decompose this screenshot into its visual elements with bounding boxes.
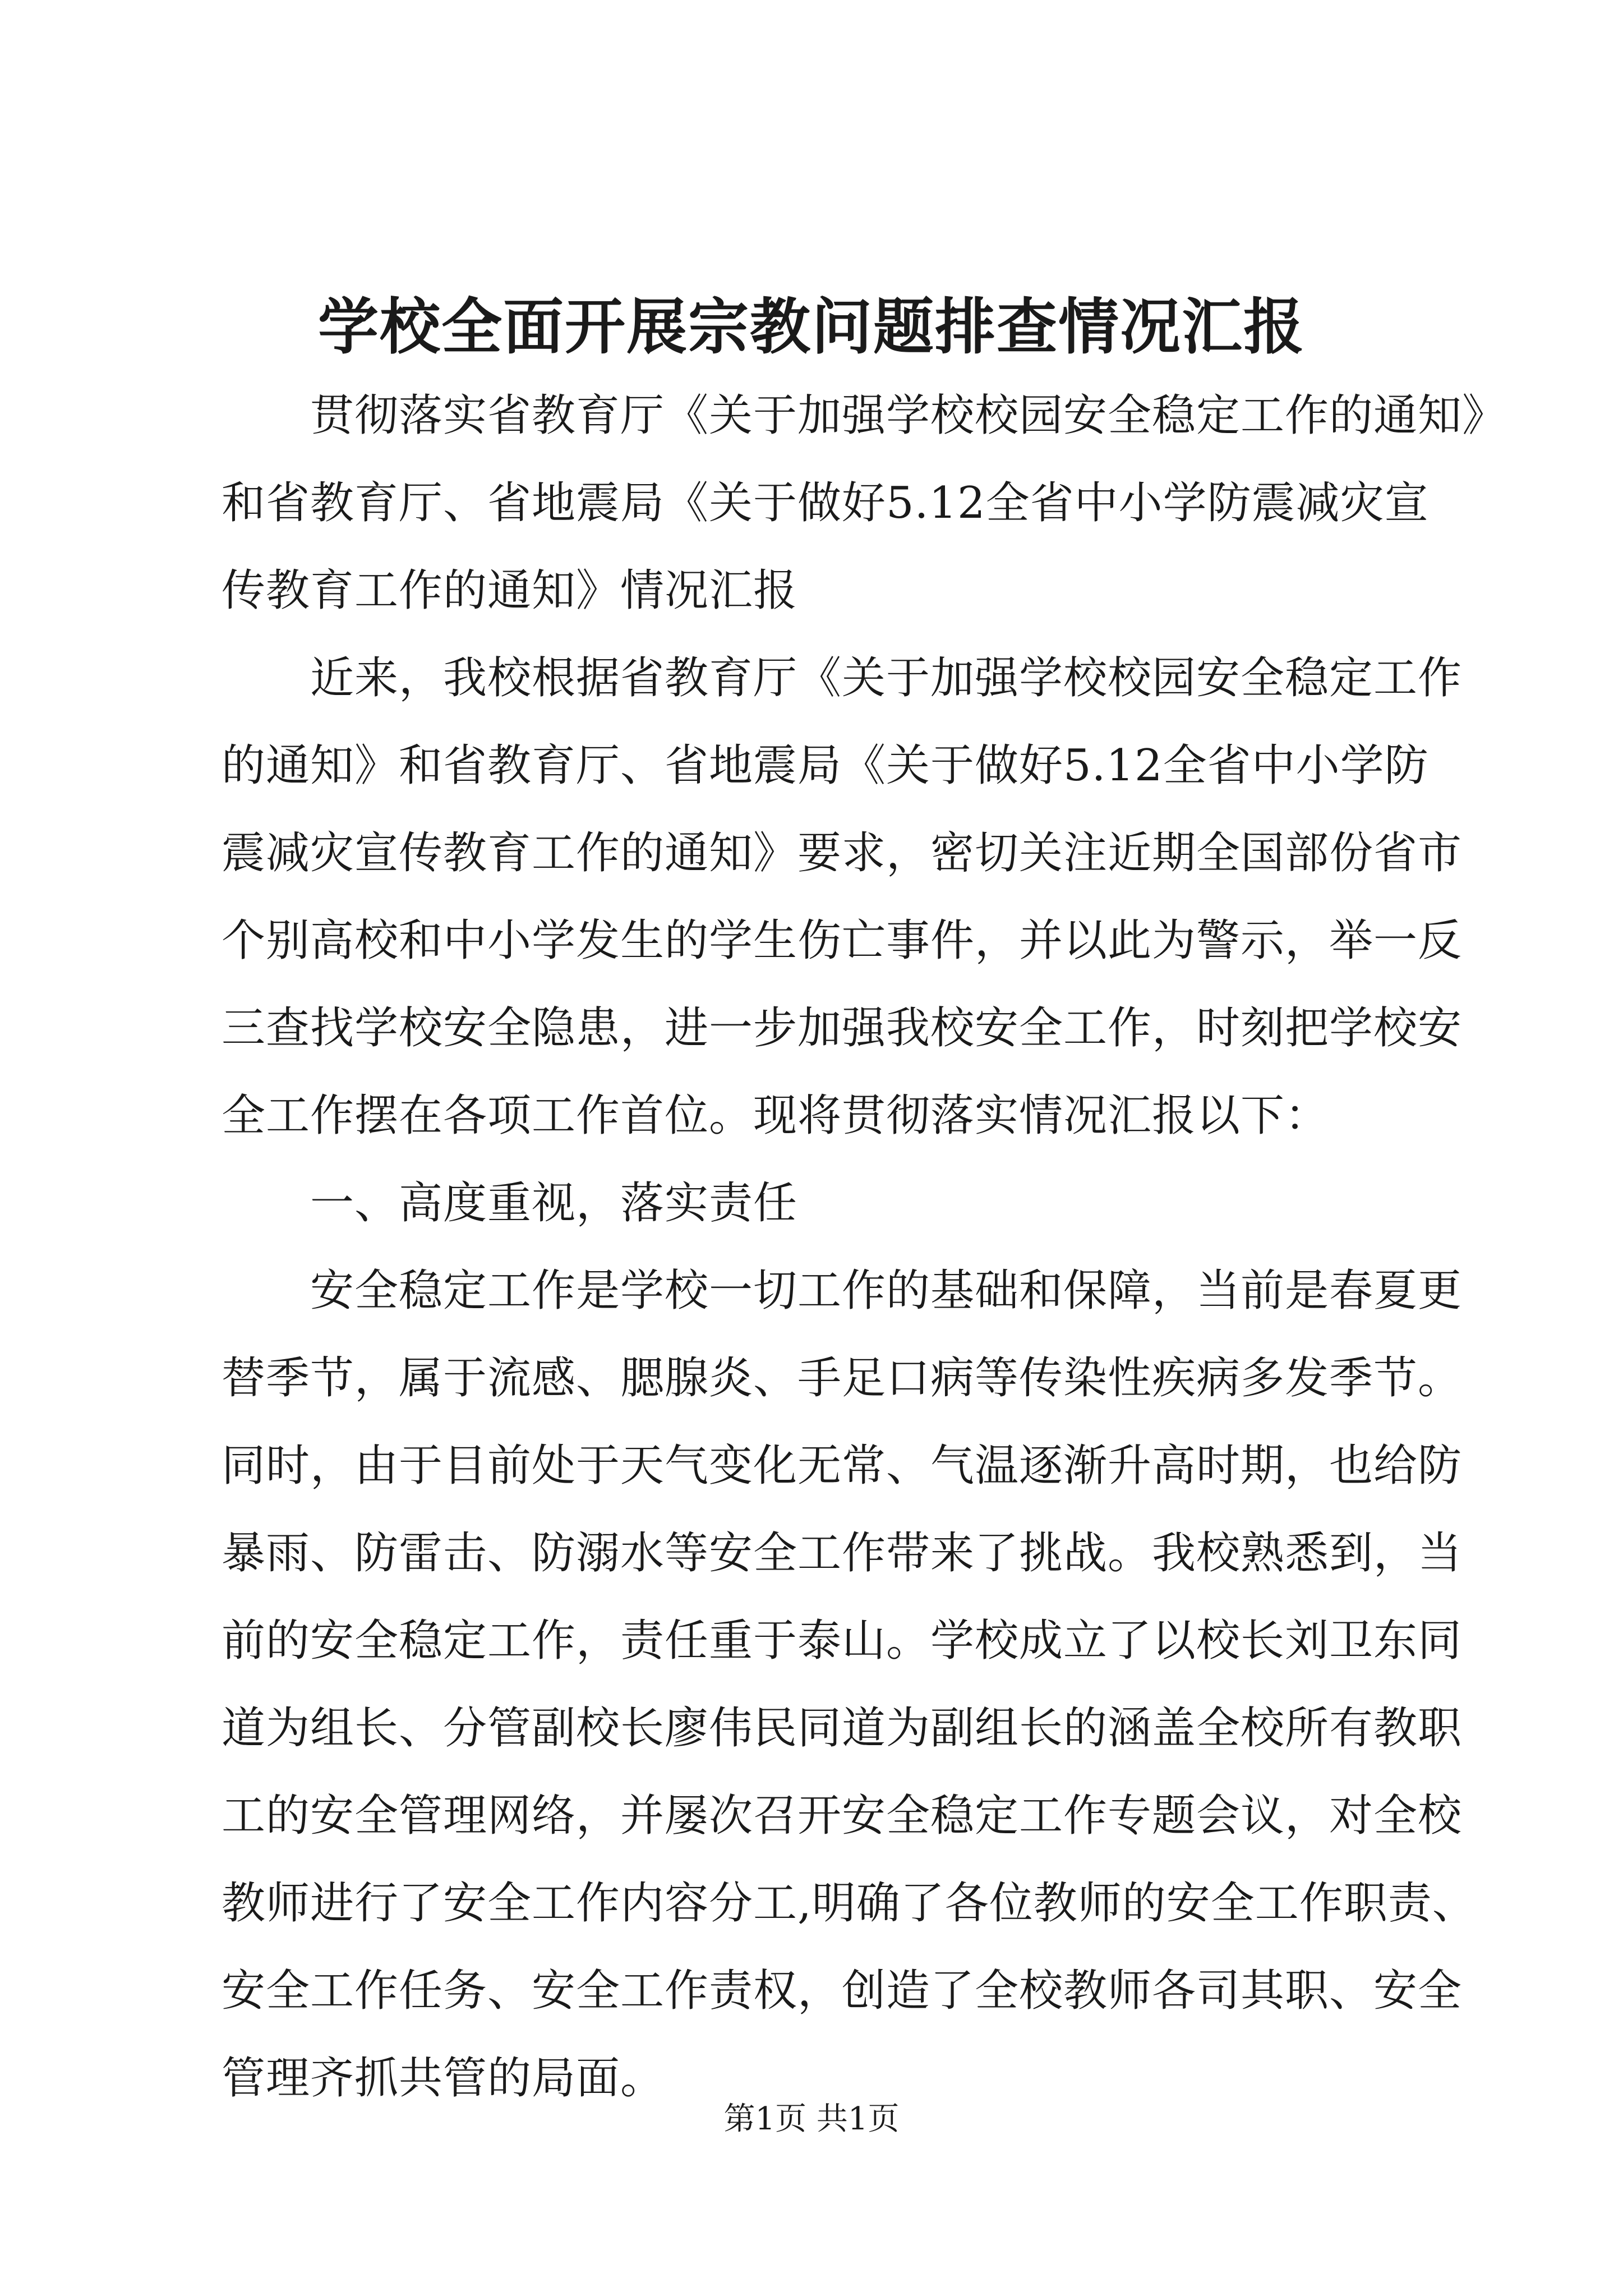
body-line: 前的安全稳定工作，责任重于泰山。学校成立了以校长刘卫东同 — [222, 1616, 1463, 1666]
body-line: 同时，由于目前处于天气变化无常、气温逐渐升高时期，也给防 — [222, 1441, 1463, 1491]
body-line: 震减灾宣传教育工作的通知》要求，密切关注近期全国部份省市 — [222, 828, 1463, 878]
body-line: 贯彻落实省教育厅《关于加强学校校园安全稳定工作的通知》 — [310, 390, 1507, 441]
body-line: 和省教育厅、省地震局《关于做好5.12全省中小学防震减灾宣 — [222, 478, 1429, 528]
document-body — [222, 372, 1507, 2122]
body-line: 安全稳定工作是学校一切工作的基础和保障，当前是春夏更 — [310, 1266, 1463, 1316]
body-line: 暴雨、防雷击、防溺水等安全工作带来了挑战。我校熟悉到，当 — [222, 1528, 1463, 1579]
body-line: 传教育工作的通知》情况汇报 — [222, 565, 798, 616]
body-line: 三查找学校安全隐患，进一步加强我校安全工作，时刻把学校安 — [222, 1003, 1463, 1053]
page-number-footer: 第1页 共1页 — [723, 2101, 900, 2137]
section-heading: 一、高度重视，落实责任 — [310, 1178, 798, 1228]
body-line: 的通知》和省教育厅、省地震局《关于做好5.12全省中小学防 — [222, 740, 1429, 791]
body-line: 安全工作任务、安全工作责权，创造了全校教师各司其职、安全 — [222, 1966, 1463, 2016]
body-line: 全工作摆在各项工作首位。现将贯彻落实情况汇报以下： — [222, 1091, 1330, 1141]
body-line: 个别高校和中小学发生的学生伤亡事件，并以此为警示，举一反 — [222, 915, 1463, 966]
body-line: 替季节，属于流感、腮腺炎、手足口病等传染性疾病多发季节。 — [222, 1353, 1463, 1404]
body-line: 管理齐抓共管的局面。 — [222, 2053, 665, 2104]
body-line: 工的安全管理网络，并屡次召开安全稳定工作专题会议，对全校 — [222, 1791, 1463, 1841]
body-line: 道为组长、分管副校长廖伟民同道为副组长的涵盖全校所有教职 — [222, 1703, 1463, 1754]
document-title: 学校全面开展宗教问题排查情况汇报 — [317, 292, 1305, 362]
body-line: 教师进行了安全工作内容分工,明确了各位教师的安全工作职责、 — [222, 1878, 1477, 1929]
body-line: 近来，我校根据省教育厅《关于加强学校校园安全稳定工作 — [310, 653, 1463, 703]
